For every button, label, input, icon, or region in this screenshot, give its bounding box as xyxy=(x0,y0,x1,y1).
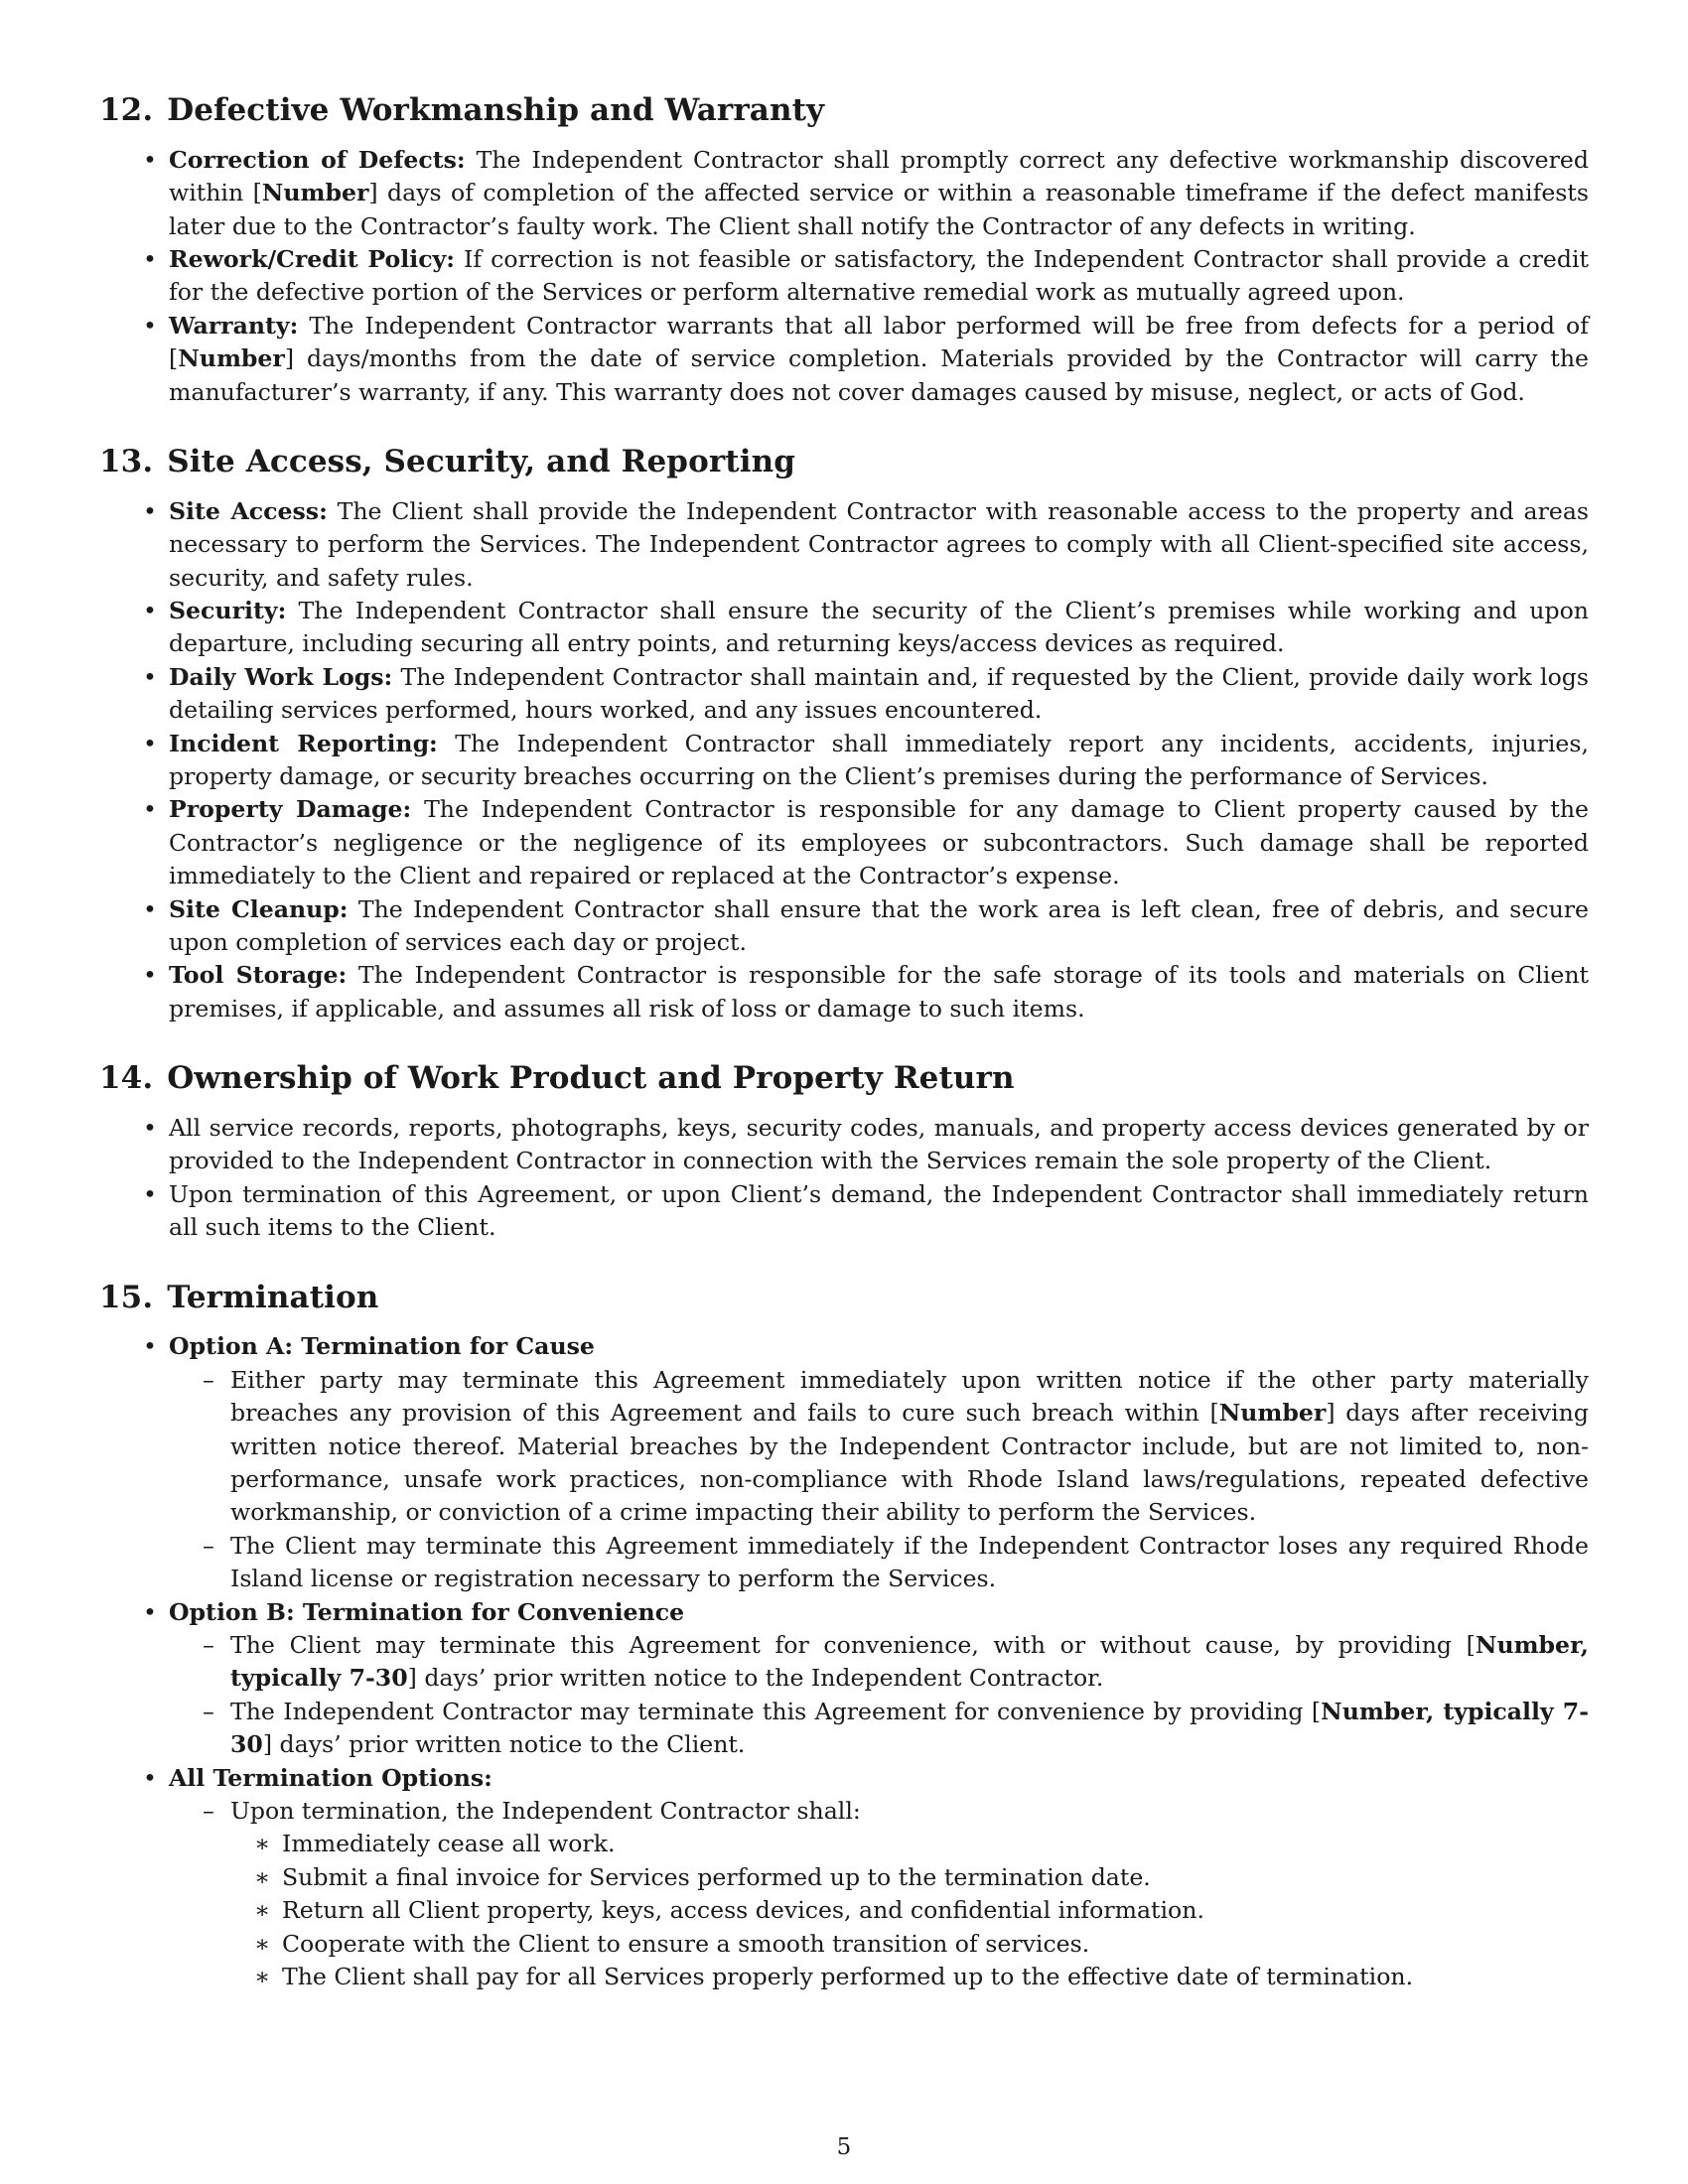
sub-list-item xyxy=(230,1696,1589,1762)
bullet-list xyxy=(99,495,1589,1026)
section-title: Defective Workmanship and Warranty xyxy=(167,92,825,128)
list-item xyxy=(169,310,1589,409)
item-label: Rework/Credit Policy: xyxy=(169,244,455,273)
item-label: Property Damage: xyxy=(169,795,412,824)
item-label: Tool Storage: xyxy=(169,961,348,990)
list-item xyxy=(169,495,1589,595)
item-text: The Independent Contractor is responsible for the safe storage of its tools and materials on Client premises, if applicable, and assumes all risk of loss or damage to such items. xyxy=(169,961,1589,1023)
item-text: ] days/months from the date of service completion. Materials provided by the Contractor will carry the manufacturer’s warranty, if any. This warranty does not cover damages caused by misuse, neglect, or acts of God. xyxy=(169,344,1589,406)
option-label: Option B: Termination for Convenience xyxy=(169,1597,685,1626)
duty-item: ∗ The Client shall pay for all Services properly performed up to the effective date of termination. xyxy=(282,1961,1589,1993)
section-title: Site Access, Security, and Reporting xyxy=(167,444,796,479)
sub-list-item xyxy=(230,1629,1589,1696)
list-item xyxy=(169,793,1589,892)
item-text: The Independent Contractor warrants that all labor performed will be free from defects for a period of [ xyxy=(169,311,1589,373)
list-item-option-b xyxy=(169,1596,1589,1762)
list-item xyxy=(169,661,1589,728)
list-item-option-a xyxy=(169,1330,1589,1595)
placeholder: Number xyxy=(178,344,285,373)
section-title: Ownership of Work Product and Property Return xyxy=(167,1060,1015,1097)
item-text: The Independent Contractor shall promptly correct any defective workmanship discovered within [ xyxy=(169,145,1589,207)
item-label: Site Access: xyxy=(169,496,328,525)
duty-list xyxy=(230,1828,1589,1993)
sub-list-item xyxy=(230,1364,1589,1530)
section-heading xyxy=(99,91,1589,130)
list-item-all-options xyxy=(169,1762,1589,1994)
item-label: Site Cleanup: xyxy=(169,894,349,923)
item-text: The Independent Contractor shall ensure the security of the Client’s premises while working and upon departure, including securing all entry points, and returning keys/access devices as required. xyxy=(169,596,1589,658)
section-number: 12. xyxy=(99,92,154,128)
item-text: The Client may terminate this Agreement for convenience, with or without cause, by providing [ xyxy=(230,1631,1476,1660)
bullet-list xyxy=(99,1330,1589,1993)
item-text: The Independent Contractor shall immediately report any incidents, accidents, injuries, property damage, or security breaches occurring on the Client’s premises during the performance of Services. xyxy=(169,729,1589,790)
item-text: The Independent Contractor may terminate this Agreement for convenience by providing [ xyxy=(230,1697,1322,1725)
section-heading xyxy=(99,443,1589,481)
item-text: ] days’ prior written notice to the Client. xyxy=(262,1730,746,1759)
duty-item: ∗ Submit a final invoice for Services performed up to the termination date. xyxy=(282,1861,1589,1894)
duty-item: ∗ Immediately cease all work. xyxy=(282,1828,1589,1860)
page-number: 5 xyxy=(836,2134,852,2160)
item-text: If correction is not feasible or satisfactory, the Independent Contractor shall provide a credit for the defective portion of the Services or perform alternative remedial work as mutually agreed upon. xyxy=(169,244,1589,307)
bullet-list xyxy=(99,144,1589,409)
item-text: The Independent Contractor shall ensure that the work area is left clean, free of debris, and secure upon completion of services each day or project. xyxy=(169,894,1590,957)
option-label: Option A: Termination for Cause xyxy=(169,1332,595,1361)
section-number: 14. xyxy=(99,1060,154,1097)
section-number: 15. xyxy=(99,1279,154,1315)
list-item xyxy=(169,595,1589,661)
sub-list-item xyxy=(230,1795,1589,1993)
section-14 xyxy=(99,1059,1589,1244)
section-number: 13. xyxy=(99,444,154,479)
item-text: The Independent Contractor shall maintain and, if requested by the Client, provide daily work logs detailing services performed, hours worked, and any issues encountered. xyxy=(169,662,1590,725)
item-label: Incident Reporting: xyxy=(169,729,438,757)
bullet-list xyxy=(99,1112,1589,1245)
option-label: All Termination Options: xyxy=(169,1763,492,1792)
item-text: ] days after receiving written notice thereof. Material breaches by the Independent Contractor include, but are not limited to, non-performance, unsafe work practices, non-compliance with Rhode Island laws/regulations, repeated defective workmanship, or conviction of a crime impacting their ability to perform the Services. xyxy=(230,1399,1589,1527)
item-label: Security: xyxy=(169,596,287,624)
section-heading xyxy=(99,1279,1589,1317)
item-label: Correction of Defects: xyxy=(169,145,466,174)
item-text: Either party may terminate this Agreement immediately upon written notice if the other party materially breaches any provision of this Agreement and fails to cure such breach within [ xyxy=(230,1365,1589,1428)
item-text: The Client shall provide the Independent Contractor with reasonable access to the property and areas necessary to perform the Services. The Independent Contractor agrees to comply with all Client-specified site access, security, and safety rules. xyxy=(169,496,1590,592)
section-12 xyxy=(99,91,1589,409)
placeholder: Number xyxy=(1218,1399,1327,1428)
section-title: Termination xyxy=(167,1279,379,1315)
item-text: ] days’ prior written notice to the Independent Contractor. xyxy=(407,1664,1104,1693)
placeholder: Number, typically 7-30 xyxy=(230,1697,1589,1759)
sub-list xyxy=(169,1795,1589,1993)
duty-item: ∗ Cooperate with the Client to ensure a smooth transition of services. xyxy=(282,1928,1589,1961)
list-item: • Upon termination of this Agreement, or upon Client’s demand, the Independent Contractor shall immediately return all such items to the Client. xyxy=(169,1178,1589,1245)
item-text: The Independent Contractor is responsible for any damage to Client property caused by the Contractor’s negligence or the negligence of its employees or subcontractors. Such damage shall be reported immediately to the Client and repaired or replaced at the Contractor’s expense. xyxy=(169,795,1590,890)
list-item xyxy=(169,959,1589,1025)
document-page xyxy=(99,91,1589,2028)
list-item xyxy=(169,893,1589,960)
list-item: • All service records, reports, photographs, keys, security codes, manuals, and property access devices generated by or provided to the Independent Contractor in connection with the Services remain the sole property of the Client. xyxy=(169,1112,1589,1178)
item-text: ] days of completion of the affected service or within a reasonable timeframe if the defect manifests later due to the Contractor’s faulty work. The Client shall notify the Contractor of any defects in writing. xyxy=(169,179,1589,240)
item-label: Daily Work Logs: xyxy=(169,662,393,691)
list-item xyxy=(169,243,1589,310)
section-13 xyxy=(99,443,1589,1025)
list-item xyxy=(169,728,1589,794)
item-text: Upon termination, the Independent Contractor shall: xyxy=(230,1797,861,1826)
placeholder: Number xyxy=(261,179,369,207)
list-item xyxy=(169,144,1589,243)
placeholder: Number, typically 7-30 xyxy=(230,1631,1589,1693)
sub-list xyxy=(169,1364,1589,1596)
section-heading xyxy=(99,1059,1589,1098)
sub-list-item: – The Client may terminate this Agreement immediately if the Independent Contractor loses any required Rhode Island license or registration necessary to perform the Services. xyxy=(230,1530,1589,1596)
section-15 xyxy=(99,1279,1589,1994)
duty-item: ∗ Return all Client property, keys, access devices, and confidential information. xyxy=(282,1894,1589,1927)
item-label: Warranty: xyxy=(169,311,299,340)
sub-list xyxy=(169,1629,1589,1762)
